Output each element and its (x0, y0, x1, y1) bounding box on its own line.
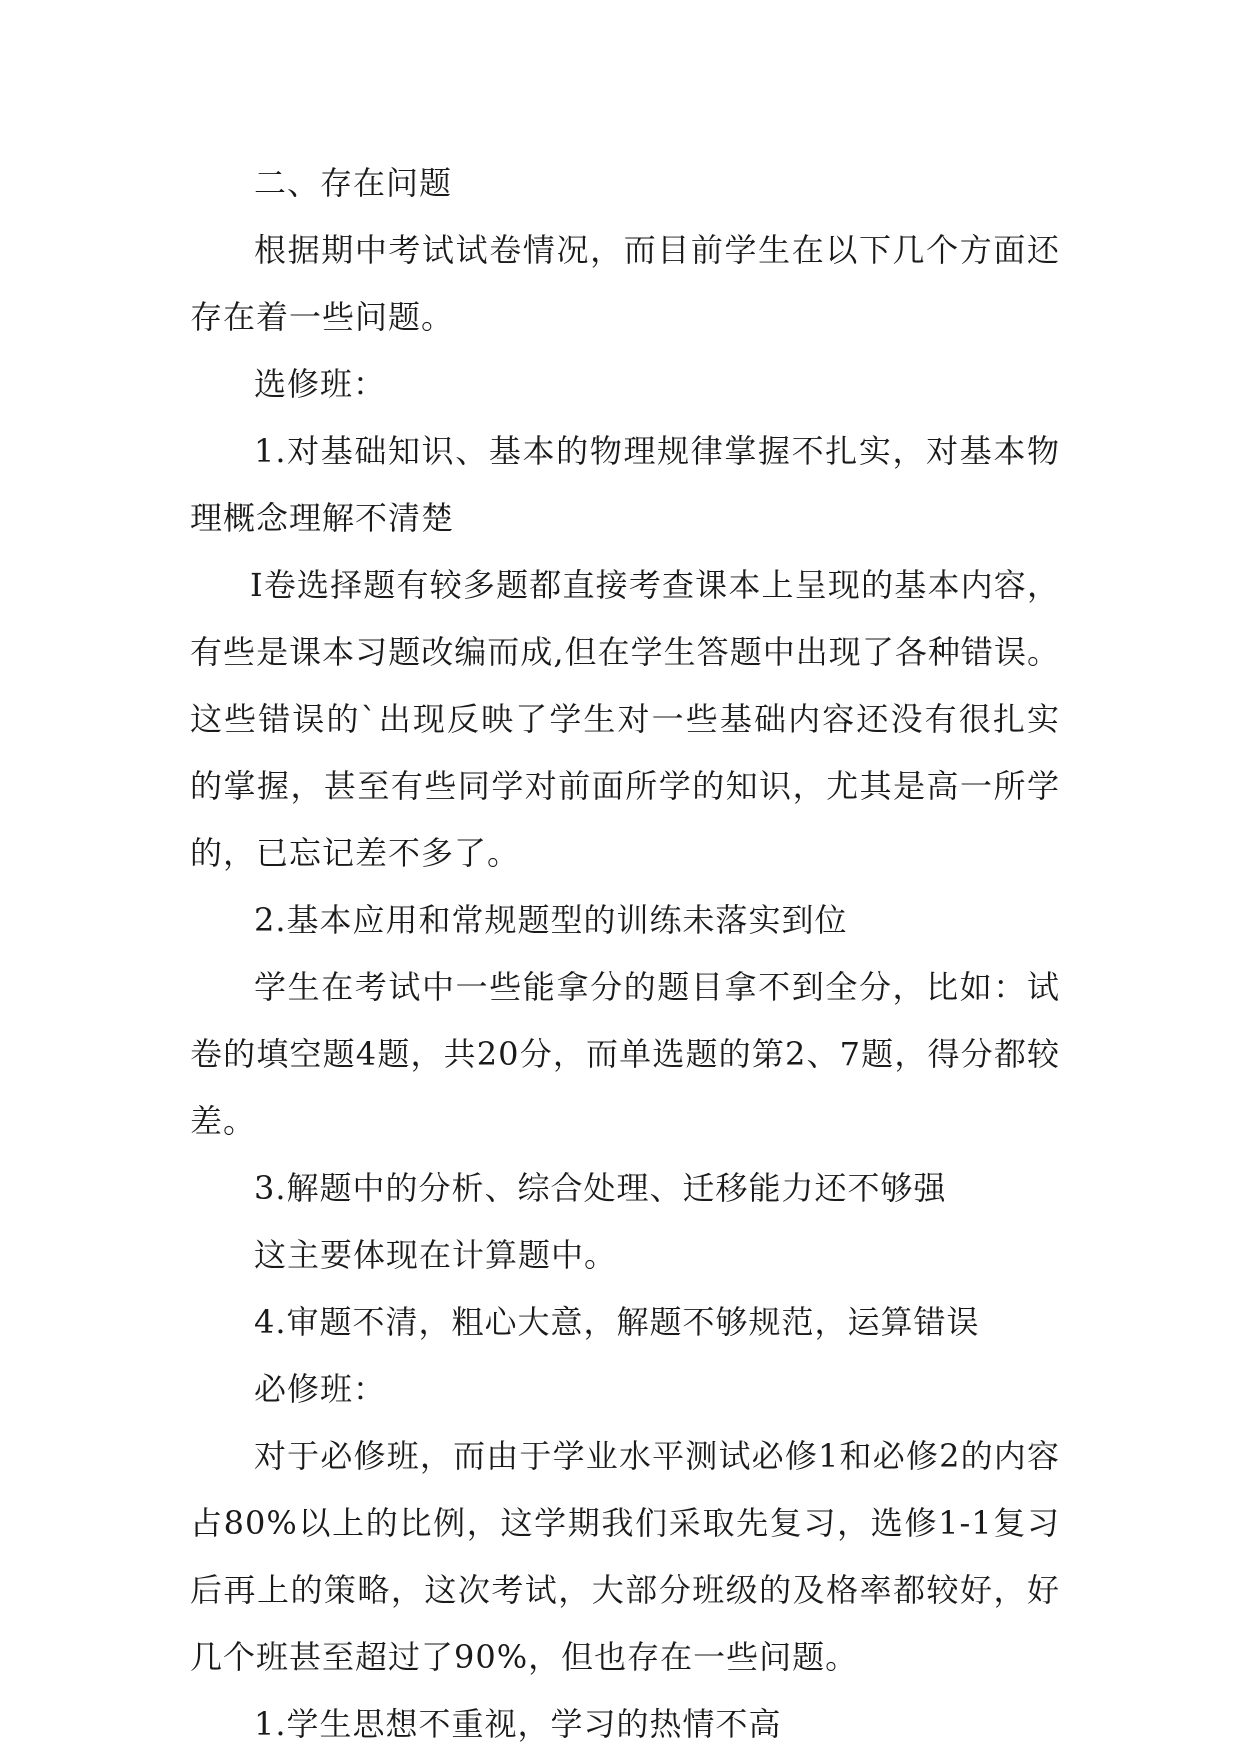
paragraph: Ⅰ卷选择题有较多题都直接考查课本上呈现的基本内容，有些是课本习题改编而成,但在学生答题中出现了各种错误。这些错误的`出现反映了学生对一些基础内容还没有很扎实的掌握，甚至有些同学对前面所学的知识，尤其是高一所学的，已忘记差不多了。 (190, 566, 1060, 872)
paragraph: 对于必修班，而由于学业水平测试必修1和必修2的内容占80%以上的比例，这学期我们采取先复习，选修1-1复习后再上的策略，这次考试，大部分班级的及格率都较好，好几个班甚至超过了90%，但也存在一些问题。 (190, 1437, 1060, 1676)
paragraph: 这主要体现在计算题中。 (254, 1236, 618, 1274)
subsection-heading: 选修班： (254, 365, 387, 403)
subsection-heading: 必修班： (254, 1370, 387, 1408)
list-item: 3.解题中的分析、综合处理、迁移能力还不够强 (254, 1169, 947, 1207)
section-heading: 二、存在问题 (254, 164, 453, 202)
list-item: 2.基本应用和常规题型的训练未落实到位 (254, 901, 848, 939)
document-body (190, 150, 1060, 1758)
list-item: 4.审题不清，粗心大意，解题不够规范，运算错误 (254, 1303, 980, 1341)
paragraph: 根据期中考试试卷情况，而目前学生在以下几个方面还存在着一些问题。 (190, 231, 1060, 336)
list-item: 1.对基础知识、基本的物理规律掌握不扎实，对基本物理概念理解不清楚 (190, 432, 1060, 537)
list-item: 1.学生思想不重视，学习的热情不高 (254, 1705, 782, 1743)
paragraph: 学生在考试中一些能拿分的题目拿不到全分，比如：试卷的填空题4题，共20分，而单选题的第2、7题，得分都较差。 (190, 968, 1060, 1140)
